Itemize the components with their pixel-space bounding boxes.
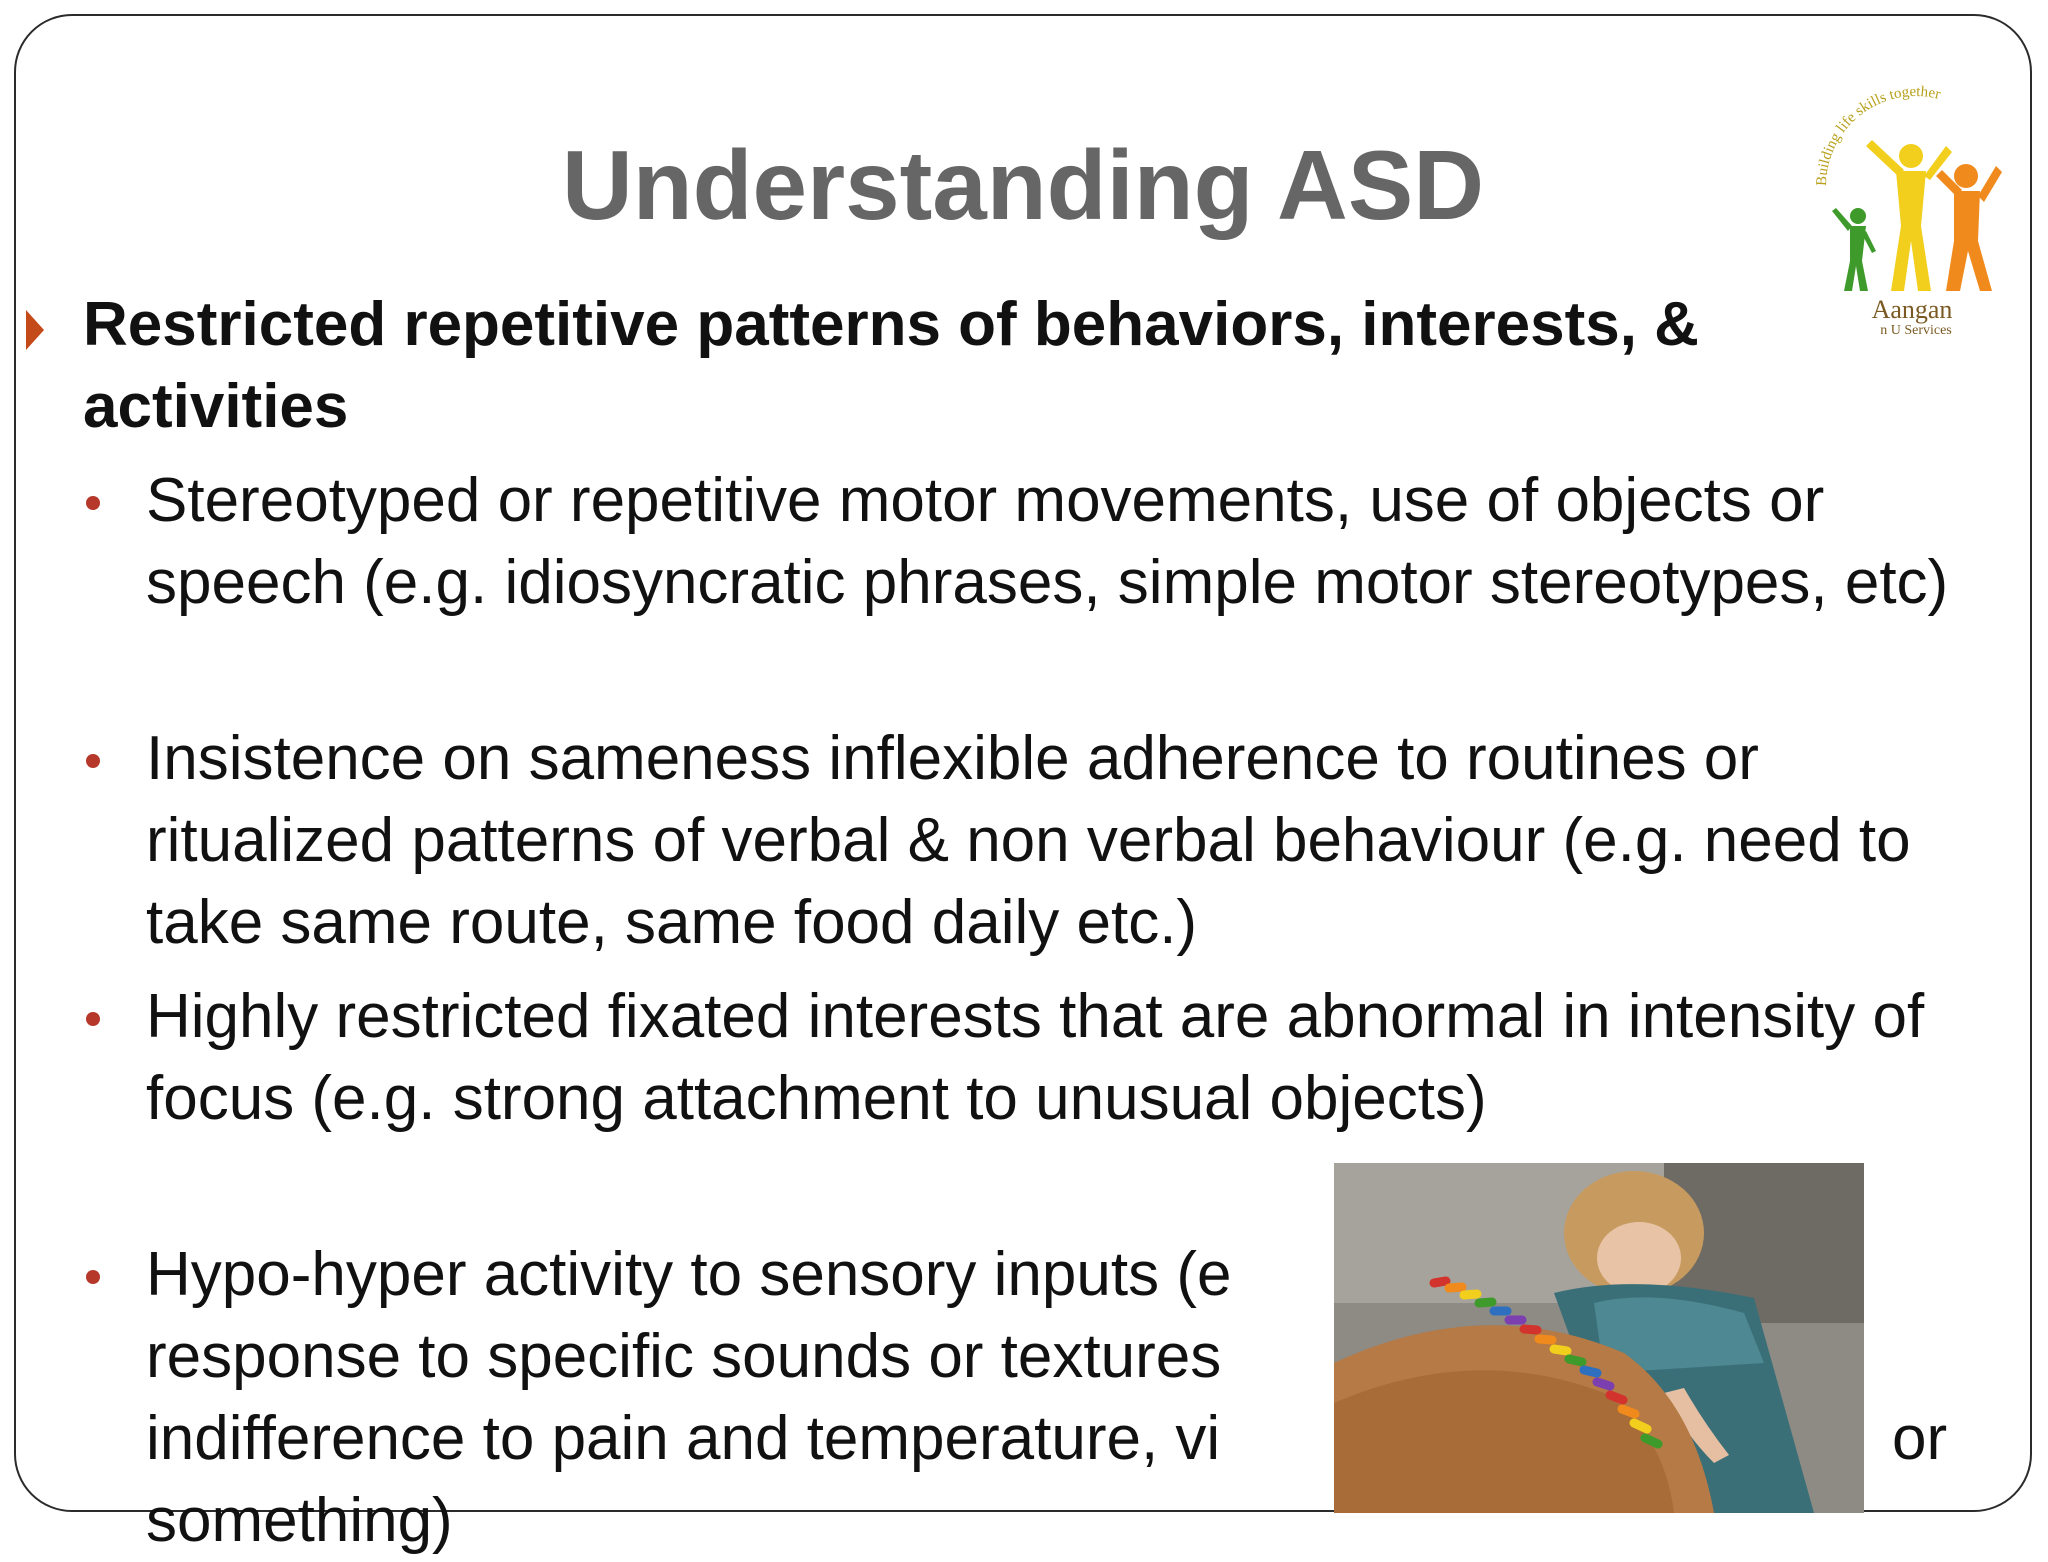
triangle-bullet-icon: [26, 310, 44, 350]
svg-text:n U Services: n U Services: [1880, 323, 1952, 336]
slide-title: Understanding ASD: [562, 130, 1484, 240]
bullet-text-line: something): [146, 1486, 453, 1555]
bullet-text-line: or: [1892, 1404, 1948, 1473]
svg-text:Aangan: Aangan: [1871, 295, 1953, 324]
bullet-text: Insistence on sameness inflexible adherence to routines or ritualized patterns of verbal & non verbal behaviour (e.g. need to take same route, same food daily etc.): [146, 724, 1911, 957]
bullet-text: Stereotyped or repetitive motor movements, use of objects or speech (e.g. idiosyncratic phrases, simple motor stereotypes, etc): [146, 466, 1949, 617]
bullet-text: Highly restricted fixated interests that are abnormal in intensity of focus (e.g. strong attachment to unusual objects): [146, 982, 1925, 1133]
dot-bullet-icon: [86, 754, 100, 768]
heading-text: Restricted repetitive patterns of behaviors, interests, & activities: [83, 290, 1699, 441]
dot-bullet-icon: [86, 1270, 100, 1284]
svg-text:Building life skills together: Building life skills together: [1813, 83, 1943, 187]
bullet-text-line: response to specific sounds or textures: [146, 1322, 1222, 1391]
slide: [14, 14, 2032, 1555]
dot-bullet-icon: [86, 1012, 100, 1026]
bullet-text-line: Hypo-hyper activity to sensory inputs (e: [146, 1240, 1232, 1309]
bullet-text-line: indifference to pain and temperature, vi: [146, 1404, 1221, 1473]
child-lining-crayons-photo: [1334, 1163, 1864, 1513]
dot-bullet-icon: [86, 496, 100, 510]
